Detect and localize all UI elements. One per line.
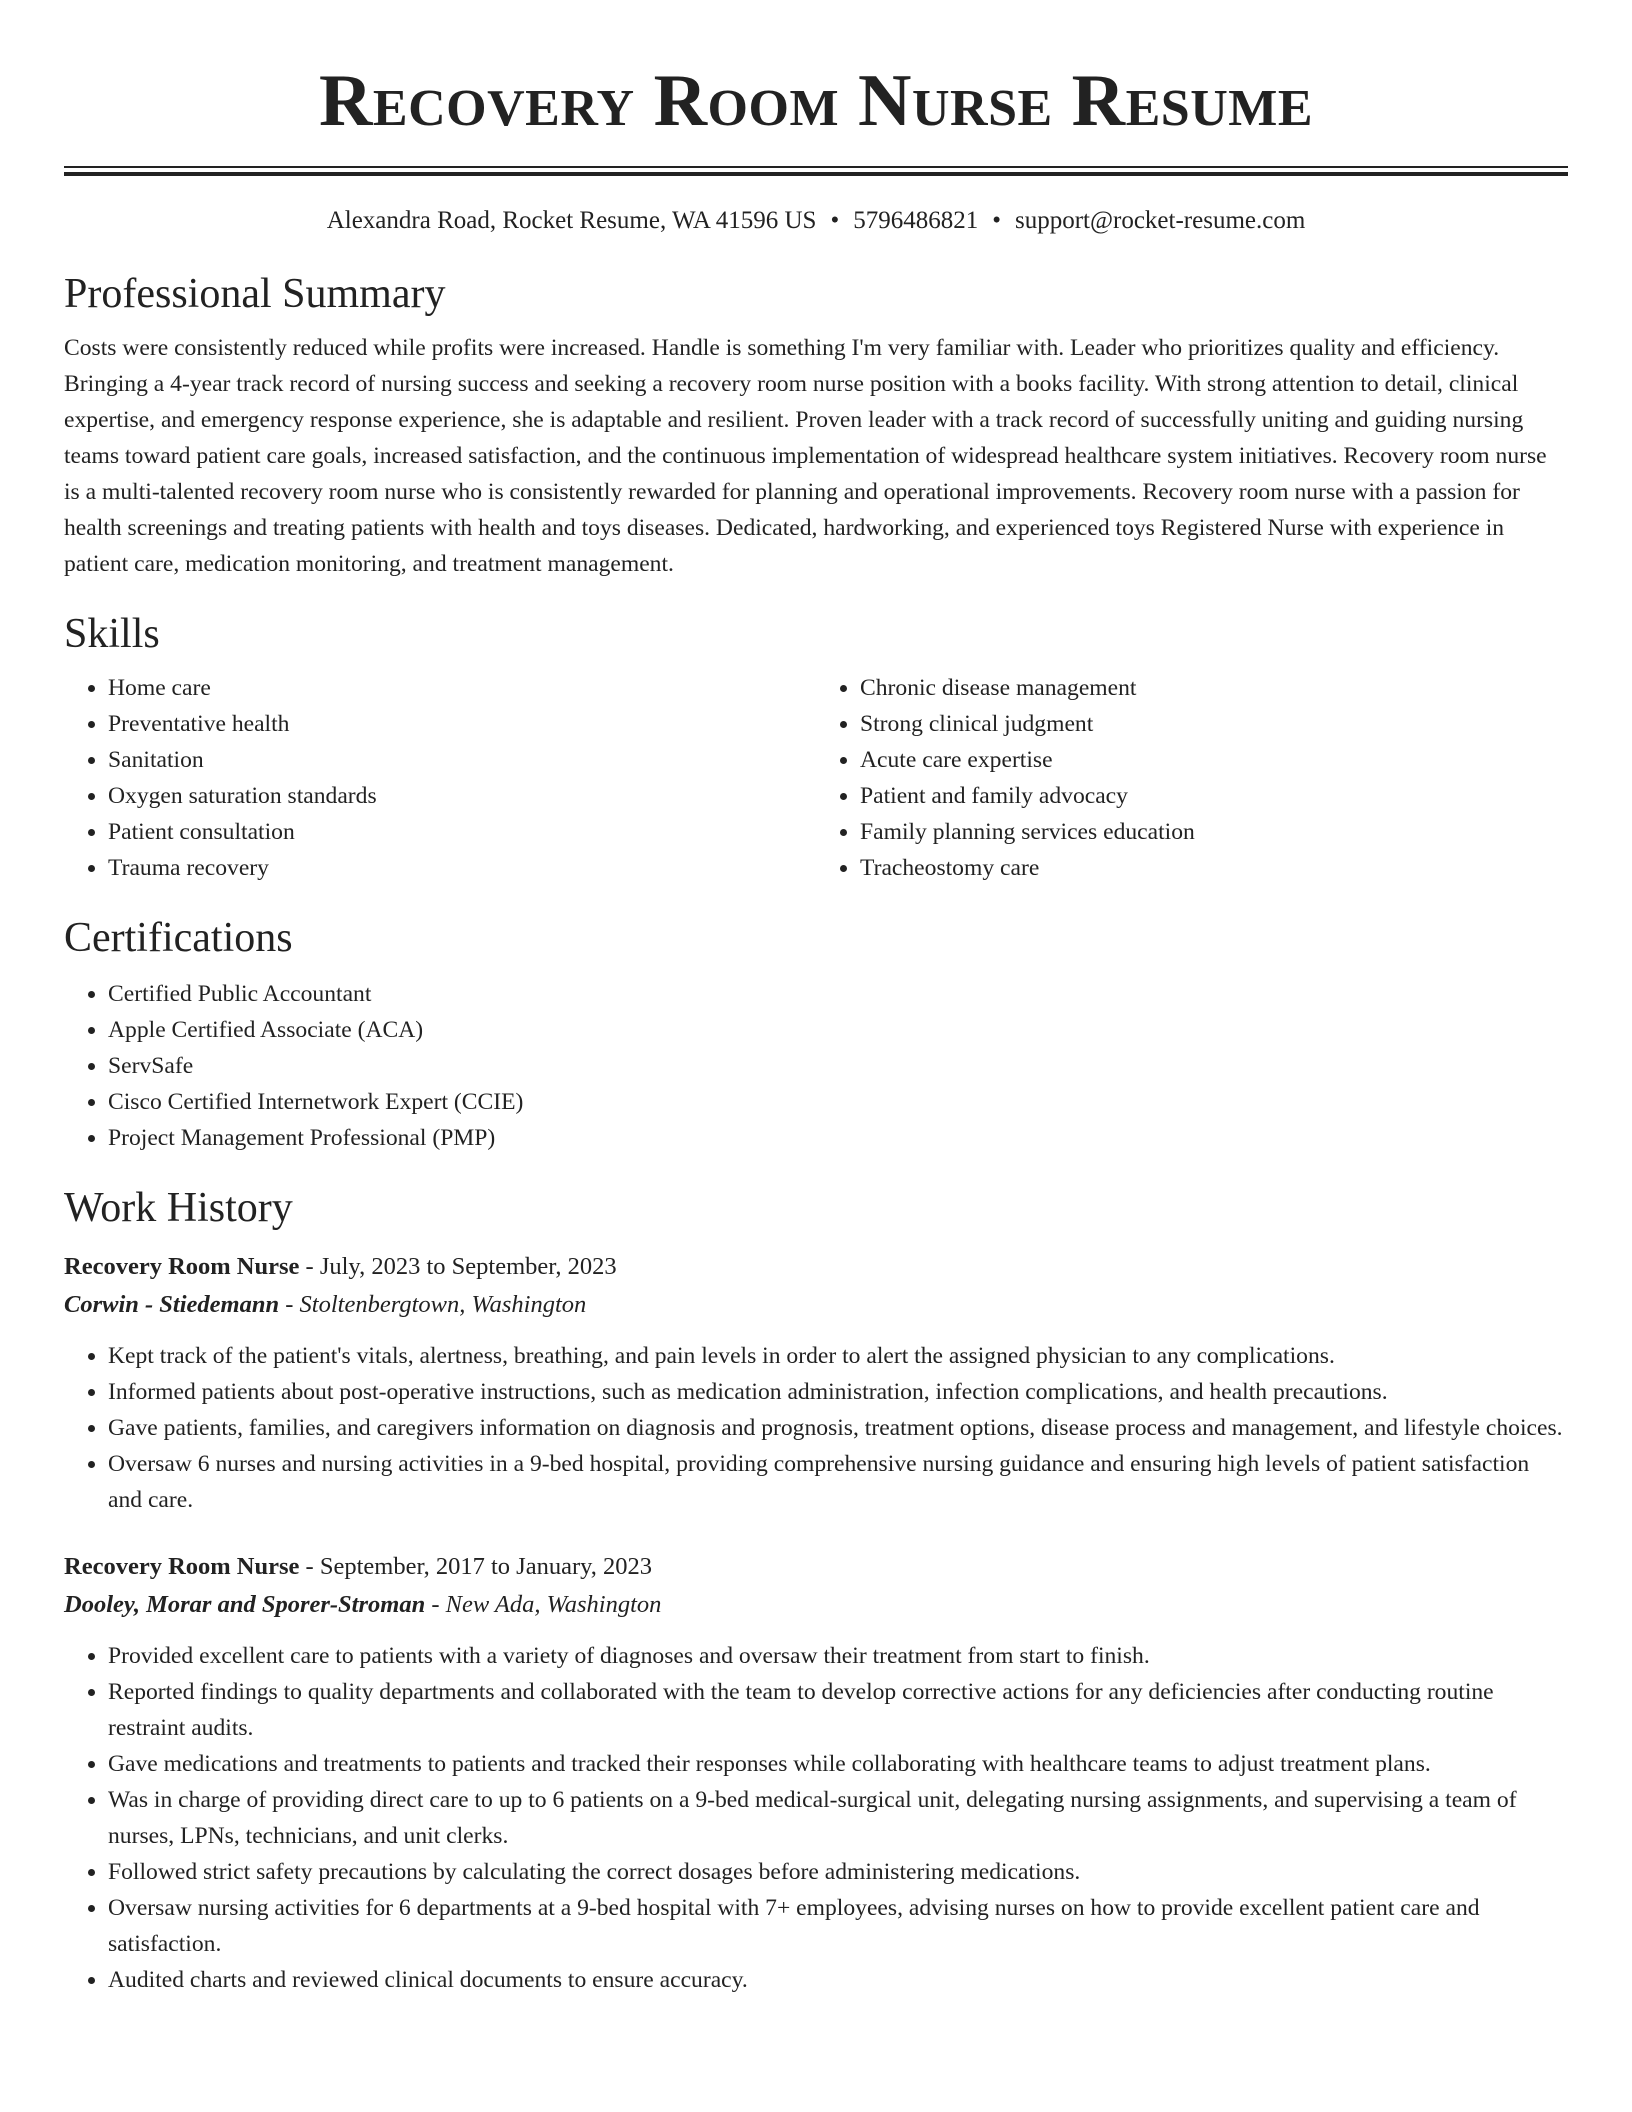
skills-columns bbox=[64, 670, 1568, 886]
summary-heading: Professional Summary bbox=[64, 271, 446, 317]
job-bullet: • Gave patients, families, and caregivers information on diagnosis and prognosis, treatment options, disease process and management, and lifestyle choices. bbox=[108, 1410, 1568, 1446]
skill-item: • Strong clinical judgment bbox=[860, 706, 1568, 742]
certification-item: • Cisco Certified Internetwork Expert (CCIE) bbox=[108, 1084, 1568, 1120]
job-dash: - bbox=[299, 1253, 320, 1280]
job-employer bbox=[64, 1586, 1568, 1624]
job-bullet: • Gave medications and treatments to patients and tracked their responses while collaborating with healthcare teams to adjust treatment plans. bbox=[108, 1746, 1568, 1782]
job-bullet: • Followed strict safety precautions by calculating the correct dosages before administering medications. bbox=[108, 1854, 1568, 1890]
certification-item: • Apple Certified Associate (ACA) bbox=[108, 1012, 1568, 1048]
skill-item: • Patient and family advocacy bbox=[860, 778, 1568, 814]
job-bullet: • Kept track of the patient's vitals, alertness, breathing, and pain levels in order to alert the assigned physician to any complications. bbox=[108, 1338, 1568, 1374]
skill-item: • Family planning services education bbox=[860, 814, 1568, 850]
skills-heading: Skills bbox=[64, 611, 160, 657]
job-bullet: • Oversaw nursing activities for 6 departments at a 9-bed hospital with 7+ employees, advising nurses on how to provide excellent patient care and satisfaction. bbox=[108, 1890, 1568, 1962]
skill-item: • Chronic disease management bbox=[860, 670, 1568, 706]
job-header bbox=[64, 1548, 1568, 1586]
contact-separator: • bbox=[992, 207, 1001, 234]
skill-item: • Acute care expertise bbox=[860, 742, 1568, 778]
contact-address: Alexandra Road, Rocket Resume, WA 41596 US bbox=[326, 207, 817, 234]
skills-list-right bbox=[816, 670, 1568, 886]
job-bullet: • Audited charts and reviewed clinical documents to ensure accuracy. bbox=[108, 1962, 1568, 1998]
skill-item: • Tracheostomy care bbox=[860, 850, 1568, 886]
job-bullets bbox=[64, 1338, 1568, 1518]
skill-item: • Sanitation bbox=[108, 742, 816, 778]
skill-item: • Trauma recovery bbox=[108, 850, 816, 886]
certifications-list bbox=[64, 976, 1568, 1156]
job-dates: September, 2017 to January, 2023 bbox=[319, 1553, 653, 1580]
contact-phone: 5796486821 bbox=[853, 207, 979, 234]
job-bullet: • Informed patients about post-operative instructions, such as medication administration, infection complications, and health precautions. bbox=[108, 1374, 1568, 1410]
skill-item: • Oxygen saturation standards bbox=[108, 778, 816, 814]
summary-text: Costs were consistently reduced while profits were increased. Handle is something I'm very familiar with. Leader who prioritizes quality and efficiency. Bringing a 4-year track record of nursing success and seeking a recovery room nurse position with a books facility. With strong attention to detail, clinical expertise, and emergency response experience, she is adaptable and resilient. Proven leader with a track record of successfully uniting and guiding nursing teams toward patient care goals, increased satisfaction, and the continuous implementation of widespread healthcare system initiatives. Recovery room nurse is a multi-talented recovery room nurse who is consistently rewarded for planning and operational improvements. Recovery room nurse with a passion for health screenings and treating patients with health and toys diseases. Dedicated, hardworking, and experienced toys Registered Nurse with experience in patient care, medication monitoring, and treatment management. bbox=[64, 335, 1547, 577]
resume-title: Recovery Room Nurse Resume bbox=[318, 60, 1314, 142]
skill-item: • Home care bbox=[108, 670, 816, 706]
job-company: Corwin - Stiedemann bbox=[64, 1291, 280, 1318]
work-history-heading: Work History bbox=[64, 1185, 293, 1231]
skills-list-left bbox=[64, 670, 816, 886]
job-entry bbox=[64, 1248, 1568, 1518]
job-company: Dooley, Morar and Sporer-Stroman bbox=[64, 1591, 426, 1618]
job-bullet: • Provided excellent care to patients with a variety of diagnoses and oversaw their treatment from start to finish. bbox=[108, 1638, 1568, 1674]
job-title: Recovery Room Nurse bbox=[64, 1553, 300, 1580]
job-employer bbox=[64, 1286, 1568, 1324]
job-dash: - bbox=[279, 1291, 300, 1318]
contact-separator: • bbox=[830, 207, 840, 234]
certification-item: • ServSafe bbox=[108, 1048, 1568, 1084]
job-bullet: • Reported findings to quality departments and collaborated with the team to develop corrective actions for any deficiencies after conducting routine restraint audits. bbox=[108, 1674, 1568, 1746]
certifications-heading: Certifications bbox=[64, 915, 293, 961]
job-bullet: • Oversaw 6 nurses and nursing activities in a 9-bed hospital, providing comprehensive nursing guidance and ensuring high levels of patient satisfaction and care. bbox=[108, 1446, 1568, 1518]
job-header bbox=[64, 1248, 1568, 1286]
job-dash: - bbox=[425, 1591, 446, 1618]
title-divider bbox=[64, 166, 1568, 176]
job-location: New Ada, Washington bbox=[445, 1591, 662, 1618]
skill-item: • Patient consultation bbox=[108, 814, 816, 850]
contact-line bbox=[64, 204, 1568, 238]
job-bullets bbox=[64, 1638, 1568, 1998]
skill-item: • Preventative health bbox=[108, 706, 816, 742]
certification-item: • Certified Public Accountant bbox=[108, 976, 1568, 1012]
certification-item: • Project Management Professional (PMP) bbox=[108, 1120, 1568, 1156]
job-bullet: • Was in charge of providing direct care to up to 6 patients on a 9-bed medical-surgical unit, delegating nursing assignments, and supervising a team of nurses, LPNs, technicians, and unit clerks. bbox=[108, 1782, 1568, 1854]
job-dash: - bbox=[299, 1553, 320, 1580]
job-title: Recovery Room Nurse bbox=[64, 1253, 300, 1280]
job-entry bbox=[64, 1548, 1568, 1998]
contact-email: support@rocket-resume.com bbox=[1014, 207, 1306, 234]
job-location: Stoltenbergtown, Washington bbox=[299, 1291, 587, 1318]
job-dates: July, 2023 to September, 2023 bbox=[319, 1253, 617, 1280]
